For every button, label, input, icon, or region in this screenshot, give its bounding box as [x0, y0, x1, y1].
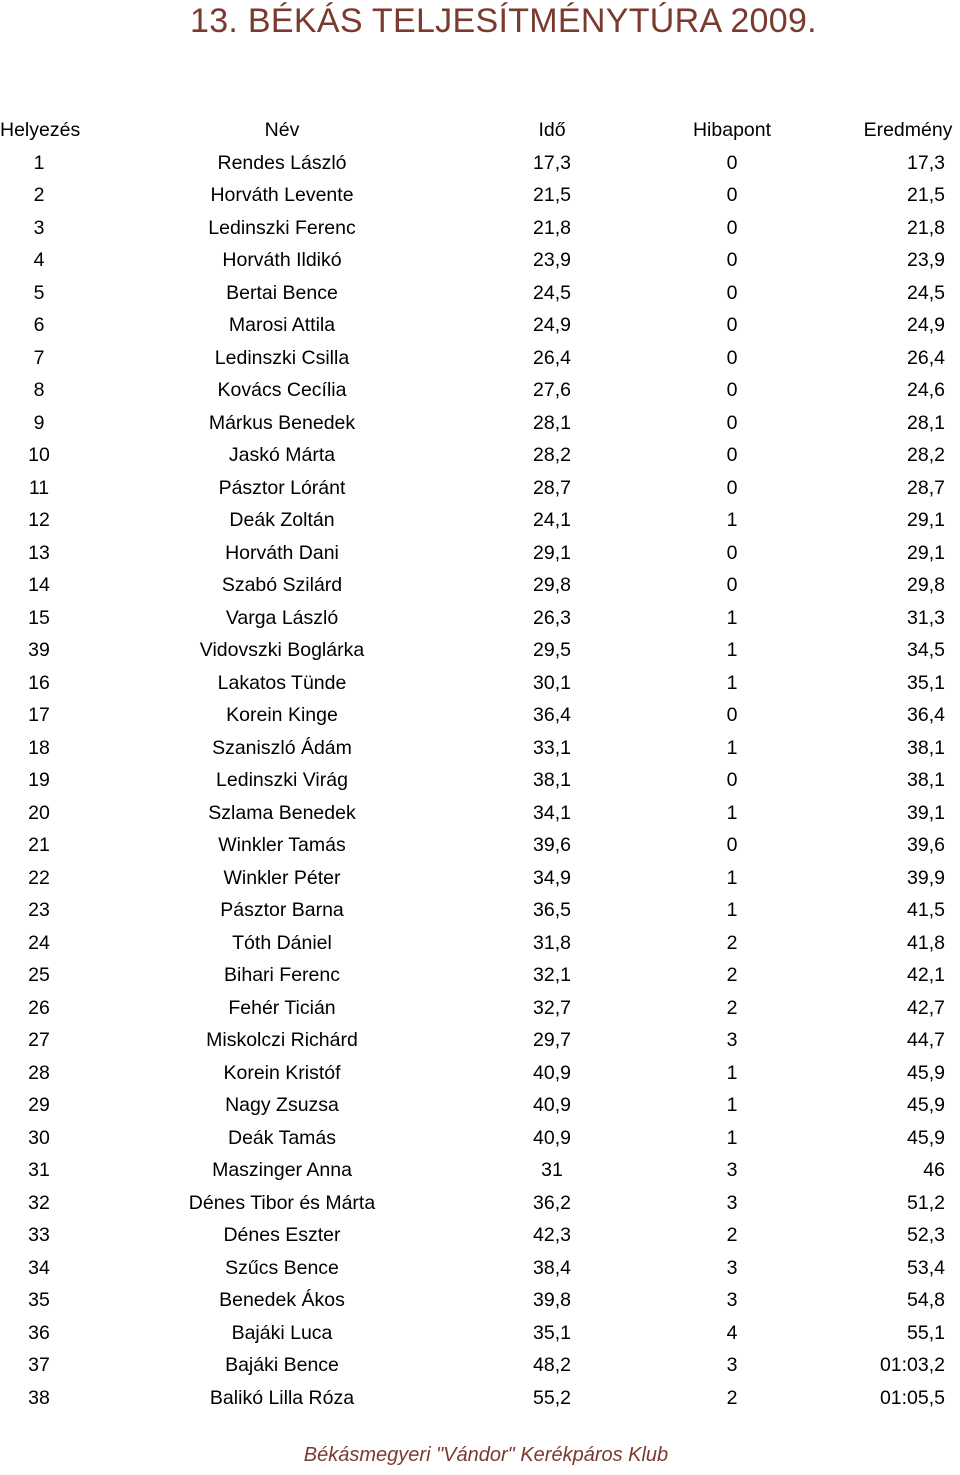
table-row [0, 1154, 960, 1187]
cell-time: 39,8 [533, 1289, 571, 1311]
cell-time: 33,1 [533, 736, 571, 759]
cell-rank: 16 [28, 671, 50, 694]
cell-penalty: 1 [726, 509, 738, 531]
table-row [0, 927, 960, 960]
cell-name: Tóth Dániel [232, 931, 332, 954]
cell-rank: 5 [33, 281, 45, 304]
cell-penalty: 0 [726, 704, 738, 726]
cell-penalty: 1 [726, 1094, 738, 1116]
cell-result: 29,1 [907, 541, 945, 564]
table-row [0, 1349, 960, 1382]
cell-result: 51,2 [907, 1191, 945, 1214]
cell-rank: 3 [33, 216, 45, 239]
cell-penalty: 4 [726, 1321, 738, 1344]
cell-rank: 15 [28, 606, 50, 629]
cell-rank: 27 [28, 1029, 50, 1051]
cell-time: 32,1 [533, 964, 571, 986]
cell-time: 40,9 [533, 1126, 571, 1149]
cell-penalty: 1 [726, 1126, 738, 1149]
cell-result: 42,7 [907, 996, 945, 1019]
cell-name: Bertai Bence [226, 281, 338, 304]
cell-result: 36,4 [907, 704, 945, 726]
table-row [0, 212, 960, 245]
cell-name: Rendes László [217, 151, 347, 174]
cell-rank: 19 [28, 769, 50, 791]
table-row [0, 764, 960, 797]
cell-time: 48,2 [533, 1354, 571, 1376]
cell-rank: 22 [28, 866, 50, 889]
cell-penalty: 1 [726, 899, 738, 921]
cell-time: 26,3 [533, 606, 571, 629]
cell-name: Bajáki Luca [231, 1321, 333, 1344]
header-name: Név [264, 119, 300, 141]
cell-result: 54,8 [907, 1289, 945, 1311]
table-row [0, 569, 960, 602]
cell-name: Vidovszki Boglárka [199, 639, 365, 661]
cell-penalty: 0 [726, 184, 738, 206]
cell-penalty: 3 [726, 1289, 738, 1311]
table-row [0, 277, 960, 310]
cell-name: Ledinszki Virág [216, 769, 348, 791]
cell-rank: 39 [28, 639, 50, 661]
cell-rank: 4 [33, 249, 45, 271]
cell-result: 24,5 [907, 281, 945, 304]
cell-result: 52,3 [907, 1224, 945, 1246]
cell-name: Marosi Attila [228, 314, 336, 336]
cell-penalty: 2 [726, 996, 738, 1019]
table-row [0, 1122, 960, 1155]
cell-result: 35,1 [907, 671, 945, 694]
cell-name: Deák Zoltán [229, 509, 335, 531]
table-row [0, 1024, 960, 1057]
cell-name: Winkler Tamás [218, 834, 346, 856]
cell-result: 29,1 [907, 509, 945, 531]
cell-penalty: 3 [726, 1159, 738, 1181]
cell-result: 41,5 [907, 899, 945, 921]
cell-result: 42,1 [907, 964, 945, 986]
table-row [0, 1382, 960, 1415]
cell-result: 38,1 [907, 736, 945, 759]
cell-name: Korein Kristóf [223, 1061, 341, 1084]
cell-rank: 26 [28, 996, 50, 1019]
cell-name: Bihari Ferenc [224, 964, 340, 986]
table-row [0, 1089, 960, 1122]
table-row [0, 439, 960, 472]
cell-time: 30,1 [533, 671, 571, 694]
cell-penalty: 0 [726, 541, 738, 564]
cell-rank: 2 [33, 184, 45, 206]
table-body [0, 147, 960, 1415]
cell-penalty: 0 [726, 444, 738, 466]
results-table [0, 114, 960, 1414]
cell-result: 34,5 [907, 639, 945, 661]
cell-result: 29,8 [907, 574, 945, 596]
cell-name: Szűcs Bence [225, 1256, 339, 1279]
cell-time: 36,5 [533, 899, 571, 921]
cell-rank: 6 [33, 314, 45, 336]
cell-result: 24,6 [907, 379, 945, 401]
cell-time: 55,2 [533, 1386, 571, 1409]
cell-time: 28,2 [533, 444, 571, 466]
cell-name: Pásztor Barna [220, 899, 344, 921]
table-row [0, 699, 960, 732]
cell-name: Ledinszki Csilla [214, 346, 350, 369]
cell-name: Márkus Benedek [208, 411, 356, 434]
cell-penalty: 0 [726, 769, 738, 791]
cell-time: 35,1 [533, 1321, 571, 1344]
cell-rank: 17 [28, 704, 50, 726]
cell-rank: 35 [28, 1289, 50, 1311]
cell-rank: 33 [28, 1224, 50, 1246]
cell-name: Ledinszki Ferenc [208, 216, 356, 239]
cell-time: 39,6 [533, 834, 571, 856]
table-row [0, 1252, 960, 1285]
cell-result: 45,9 [907, 1094, 945, 1116]
cell-result: 53,4 [907, 1256, 945, 1279]
cell-penalty: 1 [726, 671, 738, 694]
cell-name: Horváth Dani [225, 541, 339, 564]
cell-name: Szabó Szilárd [221, 574, 343, 596]
cell-rank: 24 [28, 931, 50, 954]
table-row [0, 862, 960, 895]
cell-rank: 14 [28, 574, 50, 596]
table-row [0, 1317, 960, 1350]
table-row [0, 732, 960, 765]
cell-time: 40,9 [533, 1061, 571, 1084]
cell-result: 39,6 [907, 834, 945, 856]
cell-name: Szaniszló Ádám [212, 736, 352, 759]
cell-penalty: 0 [726, 216, 738, 239]
cell-time: 31,8 [533, 931, 571, 954]
page-title: 13. BÉKÁS TELJESÍTMÉNYTÚRA 2009. [190, 2, 817, 40]
cell-time: 27,6 [533, 379, 571, 401]
table-row [0, 829, 960, 862]
cell-penalty: 0 [726, 249, 738, 271]
table-row [0, 1057, 960, 1090]
cell-penalty: 3 [726, 1191, 738, 1214]
table-row [0, 342, 960, 375]
cell-rank: 7 [33, 346, 45, 369]
cell-name: Varga László [225, 606, 339, 629]
cell-penalty: 0 [726, 834, 738, 856]
cell-penalty: 0 [726, 574, 738, 596]
cell-time: 26,4 [533, 346, 571, 369]
cell-rank: 18 [28, 736, 50, 759]
table-row [0, 1187, 960, 1220]
cell-penalty: 0 [726, 411, 738, 434]
cell-result: 21,5 [907, 184, 945, 206]
cell-rank: 23 [28, 899, 50, 921]
cell-rank: 29 [28, 1094, 50, 1116]
cell-time: 24,1 [533, 509, 571, 531]
cell-name: Benedek Ákos [219, 1289, 345, 1311]
header-time: Idő [538, 119, 566, 141]
cell-result: 28,1 [907, 411, 945, 434]
header-penalty: Hibapont [692, 119, 772, 141]
cell-result: 21,8 [907, 216, 945, 239]
table-row [0, 602, 960, 635]
cell-name: Maszinger Anna [212, 1159, 352, 1181]
cell-name: Deák Tamás [227, 1126, 337, 1149]
cell-time: 38,4 [533, 1256, 571, 1279]
cell-name: Szlama Benedek [208, 801, 356, 824]
cell-name: Lakatos Tünde [217, 671, 347, 694]
cell-result: 45,9 [907, 1126, 945, 1149]
cell-name: Balikó Lilla Róza [209, 1386, 355, 1409]
cell-name: Jaskó Márta [228, 444, 336, 466]
table-row [0, 374, 960, 407]
cell-rank: 34 [28, 1256, 50, 1279]
cell-result: 23,9 [907, 249, 945, 271]
table-row [0, 244, 960, 277]
cell-name: Miskolczi Richárd [206, 1029, 358, 1051]
cell-result: 01:03,2 [879, 1354, 945, 1376]
cell-result: 28,2 [907, 444, 945, 466]
table-row [0, 1284, 960, 1317]
cell-result: 31,3 [907, 606, 945, 629]
cell-name: Kovács Cecília [217, 379, 347, 401]
cell-name: Fehér Ticián [228, 996, 336, 1019]
table-row [0, 634, 960, 667]
table-header-row [0, 114, 960, 147]
cell-rank: 12 [28, 509, 50, 531]
cell-rank: 8 [33, 379, 45, 401]
cell-time: 29,5 [533, 639, 571, 661]
cell-time: 29,7 [533, 1029, 571, 1051]
header-result: Eredmény [863, 119, 953, 141]
table-row [0, 959, 960, 992]
cell-name: Horváth Ildikó [222, 249, 342, 271]
table-row [0, 472, 960, 505]
cell-penalty: 0 [726, 346, 738, 369]
cell-time: 31 [541, 1159, 563, 1181]
cell-result: 46 [923, 1159, 945, 1181]
cell-name: Dénes Eszter [223, 1224, 341, 1246]
cell-time: 42,3 [533, 1224, 571, 1246]
cell-rank: 10 [28, 444, 50, 466]
cell-result: 55,1 [907, 1321, 945, 1344]
cell-rank: 31 [28, 1159, 50, 1181]
header-rank: Helyezés [0, 119, 81, 141]
cell-rank: 30 [28, 1126, 50, 1149]
cell-penalty: 0 [726, 476, 738, 499]
cell-time: 40,9 [533, 1094, 571, 1116]
cell-rank: 11 [28, 476, 50, 499]
cell-penalty: 0 [726, 281, 738, 304]
cell-rank: 38 [28, 1386, 50, 1409]
cell-time: 34,9 [533, 866, 571, 889]
cell-rank: 37 [28, 1354, 50, 1376]
cell-name: Korein Kinge [226, 704, 338, 726]
cell-time: 23,9 [533, 249, 571, 271]
cell-result: 28,7 [907, 476, 945, 499]
table-row [0, 1219, 960, 1252]
cell-time: 24,5 [533, 281, 571, 304]
cell-name: Bajáki Bence [225, 1354, 339, 1376]
cell-penalty: 1 [726, 801, 738, 824]
cell-name: Dénes Tibor és Márta [188, 1191, 376, 1214]
cell-penalty: 1 [726, 606, 738, 629]
cell-name: Horváth Levente [210, 184, 354, 206]
table-row [0, 147, 960, 180]
cell-name: Pásztor Lóránt [218, 476, 346, 499]
cell-rank: 20 [28, 801, 50, 824]
cell-result: 45,9 [907, 1061, 945, 1084]
table-row [0, 667, 960, 700]
table-row [0, 407, 960, 440]
cell-time: 29,8 [533, 574, 571, 596]
cell-result: 44,7 [907, 1029, 945, 1051]
cell-penalty: 2 [726, 964, 738, 986]
cell-name: Winkler Péter [223, 866, 341, 889]
cell-penalty: 3 [726, 1354, 738, 1376]
table-row [0, 179, 960, 212]
cell-result: 01:05,5 [879, 1386, 945, 1409]
cell-time: 34,1 [533, 801, 571, 824]
cell-penalty: 0 [726, 151, 738, 174]
cell-time: 38,1 [533, 769, 571, 791]
cell-time: 36,2 [533, 1191, 571, 1214]
cell-penalty: 1 [726, 1061, 738, 1084]
table-row [0, 797, 960, 830]
cell-penalty: 0 [726, 314, 738, 336]
cell-time: 21,5 [533, 184, 571, 206]
cell-result: 39,9 [907, 866, 945, 889]
cell-rank: 28 [28, 1061, 50, 1084]
cell-rank: 21 [28, 834, 50, 856]
cell-penalty: 0 [726, 379, 738, 401]
cell-rank: 1 [33, 151, 45, 174]
table-row [0, 537, 960, 570]
cell-result: 38,1 [907, 769, 945, 791]
cell-penalty: 1 [726, 639, 738, 661]
cell-time: 24,9 [533, 314, 571, 336]
cell-penalty: 2 [726, 931, 738, 954]
cell-time: 29,1 [533, 541, 571, 564]
table-row [0, 504, 960, 537]
cell-rank: 32 [28, 1191, 50, 1214]
cell-result: 24,9 [907, 314, 945, 336]
footer-text: Békásmegyeri "Vándor" Kerékpáros Klub [303, 1444, 669, 1466]
cell-penalty: 2 [726, 1224, 738, 1246]
cell-rank: 13 [28, 541, 50, 564]
cell-time: 28,7 [533, 476, 571, 499]
cell-time: 17,3 [533, 151, 571, 174]
cell-penalty: 3 [726, 1256, 738, 1279]
cell-result: 41,8 [907, 931, 945, 954]
cell-result: 39,1 [907, 801, 945, 824]
footer-club-name [0, 1444, 960, 1467]
cell-penalty: 1 [726, 736, 738, 759]
cell-result: 26,4 [907, 346, 945, 369]
cell-penalty: 1 [726, 866, 738, 889]
cell-name: Nagy Zsuzsa [225, 1094, 339, 1116]
cell-time: 28,1 [533, 411, 571, 434]
table-row [0, 894, 960, 927]
cell-time: 36,4 [533, 704, 571, 726]
cell-penalty: 3 [726, 1029, 738, 1051]
table-row [0, 992, 960, 1025]
cell-rank: 9 [33, 411, 45, 434]
cell-rank: 36 [28, 1321, 50, 1344]
table-row [0, 309, 960, 342]
cell-time: 21,8 [533, 216, 571, 239]
cell-rank: 25 [28, 964, 50, 986]
cell-penalty: 2 [726, 1386, 738, 1409]
cell-time: 32,7 [533, 996, 571, 1019]
cell-result: 17,3 [907, 151, 945, 174]
